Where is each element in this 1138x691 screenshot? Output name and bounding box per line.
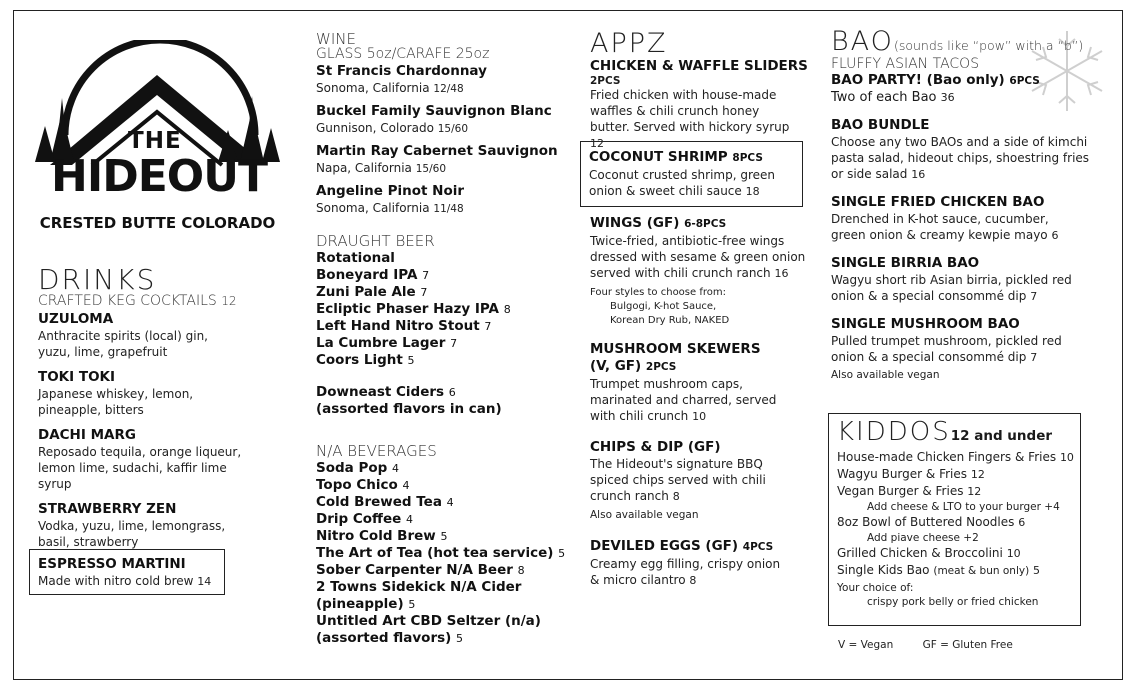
na-price: 5: [408, 598, 416, 611]
na-name: (assorted flavors): [316, 630, 452, 646]
wine-origin-text: Sonoma, California: [316, 201, 430, 215]
beer-price: 7: [484, 320, 492, 333]
beer-name: Ecliptic Phaser Hazy IPA: [316, 301, 499, 317]
appz-wings-price: 16: [774, 267, 789, 280]
kiddos-item-price: 6: [1018, 516, 1026, 529]
beer-price: 7: [422, 269, 430, 282]
na-name: Sober Carpenter N/A Beer: [316, 562, 513, 578]
appz-wings-pcs: 6-8PCS: [684, 218, 727, 230]
appz-wings-styles-1: Bulgogi, K-hot Sauce,: [610, 301, 717, 312]
bao-fried-price: 6: [1051, 229, 1059, 242]
kiddos-title-row: [837, 418, 1074, 446]
wine-name: Buckel Family Sauvignon Blanc: [316, 103, 552, 119]
na-section: [316, 444, 578, 647]
na-name: Cold Brewed Tea: [316, 494, 442, 510]
legend-gf: GF = Gluten Free: [922, 639, 1013, 651]
appz-wings-desc: [590, 233, 808, 282]
kiddos-item-extra: (meat & bun only): [933, 565, 1030, 577]
drink-item: [38, 427, 273, 492]
na-name: Nitro Cold Brew: [316, 528, 436, 544]
kiddos-item-price: 5: [1033, 564, 1041, 577]
beer-name: La Cumbre Lager: [316, 335, 446, 351]
wine-subtitle: GLASS 5oz/CARAFE 25oz: [316, 46, 490, 62]
kiddos-title: KIDDOS: [837, 417, 951, 447]
bao-bundle-desc: [831, 134, 1093, 183]
appz-mushroom-desc-text: Trumpet mushroom caps, marinated and charred, served with chili crunch: [590, 377, 777, 423]
kiddos-item: [837, 449, 1074, 466]
kiddos-item: [837, 545, 1074, 562]
kiddos-item-price: 12: [970, 468, 985, 481]
bao-birria-price: 7: [1030, 290, 1038, 303]
bao-mushroom-desc-text: Pulled trumpet mushroom, pickled red onion & a special consommé dip: [831, 334, 1062, 364]
drink-desc: Anthracite spirits (local) gin, yuzu, lime, grapefruit: [38, 329, 208, 359]
na-title: N/A BEVERAGES: [316, 442, 437, 460]
bao-bundle-desc-text: Choose any two BAOs and a side of kimchi pasta salad, hideout chips, shoestring fries or side salad: [831, 135, 1090, 181]
drinks-subtitle-price: 12: [221, 294, 237, 308]
kiddos-item-price: 10: [1006, 547, 1021, 560]
kiddos-item-name: Grilled Chicken & Broccolini: [837, 546, 1003, 560]
na-item: [316, 477, 578, 494]
na-item: [316, 511, 578, 528]
kiddos-item: [837, 562, 1074, 579]
beer-price: 7: [450, 337, 458, 350]
wine-item: [316, 143, 576, 176]
beer-item: [316, 318, 576, 335]
logo-hideout: HIDEOUT: [51, 151, 267, 202]
appz-shrimp-desc: [589, 167, 794, 200]
appz-wings-styles-2: Korean Dry Rub, NAKED: [610, 315, 730, 326]
bao-fried-desc-text: Drenched in K-hot sauce, cucumber, green onion & creamy kewpie mayo: [831, 212, 1049, 242]
appz-eggs: [590, 538, 808, 589]
bao-party-name: BAO PARTY! (Bao only): [831, 72, 1005, 88]
na-price: 4: [446, 496, 454, 509]
na-item: [316, 562, 578, 579]
appz-wings-title: [590, 215, 808, 233]
drinks-section: [38, 263, 273, 559]
beer-name: Left Hand Nitro Stout: [316, 318, 480, 334]
legend-vegan: V = Vegan: [838, 639, 894, 651]
beer-item: [316, 284, 576, 301]
kiddos-item-name: Single Kids Bao: [837, 563, 930, 577]
na-name: Soda Pop: [316, 460, 388, 476]
beer-price: 5: [407, 354, 415, 367]
beer-name: Coors Light: [316, 352, 403, 368]
logo-tagline: CRESTED BUTTE COLORADO: [39, 214, 276, 232]
appz-chicken-pcs: 2PCS: [590, 75, 621, 87]
drink-desc: Japanese whiskey, lemon, pineapple, bitters: [38, 387, 194, 417]
bao-subtitle: FLUFFY ASIAN TACOS: [831, 56, 980, 72]
kiddos-item: [837, 466, 1074, 483]
beer-name: Boneyard IPA: [316, 267, 418, 283]
na-item: Untitled Art CBD Seltzer (n/a): [316, 613, 541, 629]
appz-shrimp-desc-text: Coconut crusted shrimp, green onion & sweet chili sauce: [589, 168, 776, 198]
appz-mushroom-pcs: 2PCS: [645, 361, 677, 373]
na-item: [316, 545, 578, 562]
drinks-title: DRINKS: [38, 263, 157, 296]
bao-party-pcs: 6PCS: [1009, 75, 1040, 87]
appz-shrimp-price: 18: [745, 185, 760, 198]
beer-item: [316, 301, 576, 318]
na-item: 2 Towns Sidekick N/A Cider: [316, 579, 522, 595]
espresso-martini-box: [29, 549, 225, 595]
na-price: 4: [402, 479, 410, 492]
cider-note: (assorted flavors in can): [316, 401, 502, 417]
beer-name: Rotational: [316, 250, 395, 266]
drink-desc: Reposado tequila, orange liqueur, lemon lime, sudachi, kaffir lime syrup: [38, 445, 242, 491]
drink-item: [38, 369, 273, 418]
appz-chips-desc: [590, 456, 775, 505]
wine-price: 15/60: [415, 163, 447, 175]
draught-section: [316, 234, 576, 418]
drink-name: DACHI MARG: [38, 427, 136, 443]
appz-chicken-price: 12: [590, 137, 604, 150]
appz-eggs-desc-text: Creamy egg filling, crispy onion & micro cilantro: [590, 557, 781, 587]
appz-shrimp-pcs: 8PCS: [732, 152, 763, 164]
appz-shrimp-title: [589, 149, 794, 167]
appz-mushroom-name: MUSHROOM SKEWERS: [590, 341, 761, 357]
appz-shrimp-name: COCONUT SHRIMP: [589, 149, 728, 165]
appz-chips-price: 8: [672, 490, 680, 503]
na-price: 4: [392, 462, 400, 475]
bao-bundle-name: BAO BUNDLE: [831, 117, 930, 133]
appz-eggs-desc: [590, 556, 790, 589]
bao-section: [831, 28, 1106, 382]
kiddos-burger-addon: Add cheese & LTO to your burger +4: [867, 501, 1060, 513]
wine-origin: [316, 120, 576, 136]
drink-desc: Vodka, yuzu, lime, lemongrass, basil, strawberry: [38, 519, 226, 549]
wine-origin: [316, 200, 576, 216]
appz-wings-desc-text: Twice-fried, antibiotic-free wings dressed with sesame & green onion served with chili crunch ranch: [590, 234, 806, 280]
drink-name: STRAWBERRY ZEN: [38, 501, 177, 517]
na-item: [316, 460, 578, 477]
wine-section: [316, 32, 576, 216]
na-item: [316, 596, 578, 613]
appz-title: APPZ: [590, 28, 668, 59]
cider-name: Downeast Ciders: [316, 384, 445, 400]
wine-name: Martin Ray Cabernet Sauvignon: [316, 143, 558, 159]
beer-item: [316, 250, 576, 267]
wine-title: WINE: [316, 30, 356, 48]
beer-item: [316, 352, 576, 369]
appz-eggs-title: [590, 538, 808, 556]
kiddos-noodles-addon: Add piave cheese +2: [867, 532, 979, 544]
appz-eggs-pcs: 4PCS: [742, 541, 774, 553]
bao-party-price: 36: [940, 91, 955, 104]
bao-bundle-price: 16: [911, 168, 926, 181]
kiddos-choice-label: Your choice of:: [837, 582, 914, 594]
wine-item: [316, 183, 576, 216]
bao-title-note: (sounds like “pow” with a “b”): [893, 38, 1084, 53]
bao-mushroom-price: 7: [1030, 351, 1038, 364]
appz-mushroom-title2: [590, 358, 808, 376]
kiddos-item-name: 8oz Bowl of Buttered Noodles: [837, 515, 1015, 529]
wine-origin-text: Napa, California: [316, 161, 412, 175]
kiddos-box: [828, 413, 1081, 626]
appz-chips-name: CHIPS & DIP (GF): [590, 439, 721, 455]
appz-wings-name: WINGS (GF): [590, 215, 680, 231]
logo: [30, 40, 285, 240]
coconut-shrimp-box: [580, 141, 803, 207]
na-name: Drip Coffee: [316, 511, 402, 527]
na-name: (pineapple): [316, 596, 404, 612]
kiddos-item: [837, 514, 1074, 531]
kiddos-item-name: House-made Chicken Fingers & Fries: [837, 450, 1057, 464]
bao-birria-name: SINGLE BIRRIA BAO: [831, 255, 980, 271]
cider-price: 6: [448, 386, 456, 399]
drink-item: [38, 501, 273, 550]
kiddos-choice-value: crispy pork belly or fried chicken: [867, 596, 1039, 608]
logo-the: THE: [128, 128, 182, 154]
bao-birria-desc-text: Wagyu short rib Asian birria, pickled red onion & a special consommé dip: [831, 273, 1072, 303]
wine-price: 12/48: [433, 83, 464, 95]
kiddos-subtitle: 12 and under: [950, 428, 1053, 444]
appz-chips-desc-text: The Hideout's signature BBQ spiced chips served with chili crunch ranch: [590, 457, 766, 503]
wine-origin: [316, 160, 576, 176]
wine-name: St Francis Chardonnay: [316, 63, 487, 79]
na-price: 5: [456, 632, 464, 645]
na-price: 4: [406, 513, 413, 526]
bao-mushroom-note: Also available vegan: [831, 369, 940, 381]
bao-title-row: [831, 28, 1106, 56]
bao-party-desc: [831, 90, 1106, 105]
espresso-price: 14: [197, 575, 212, 588]
na-item: [316, 494, 578, 511]
appz-eggs-price: 8: [689, 574, 697, 587]
appz-chips-note: Also available vegan: [590, 509, 699, 521]
espresso-desc: [38, 573, 216, 590]
beer-price: 8: [503, 303, 511, 316]
na-name: The Art of Tea (hot tea service): [316, 545, 554, 561]
na-price: 5: [558, 547, 566, 560]
na-name: Topo Chico: [316, 477, 398, 493]
draught-title: DRAUGHT BEER: [316, 232, 435, 250]
wine-price: 15/60: [437, 123, 469, 135]
bao-party-desc-text: Two of each Bao: [831, 90, 937, 105]
espresso-name: ESPRESSO MARTINI: [38, 556, 186, 572]
wine-origin-text: Sonoma, California: [316, 81, 430, 95]
appz-chicken-name: CHICKEN & WAFFLE SLIDERS: [590, 58, 808, 74]
beer-item: [316, 267, 576, 284]
appz-chicken-desc-text: Fried chicken with house-made waffles & chili crunch honey butter. Served with hickory syrup: [590, 88, 790, 134]
appz-mushroom-name2: (V, GF): [590, 358, 642, 374]
appz-mushroom-desc: [590, 376, 780, 425]
beer-item: [316, 335, 576, 352]
wine-name: Angeline Pinot Noir: [316, 183, 465, 199]
wine-item: [316, 103, 576, 136]
drink-name: UZULOMA: [38, 311, 114, 327]
appz-chips: [590, 439, 808, 522]
na-price: 5: [440, 530, 448, 543]
bao-birria-desc: [831, 272, 1099, 305]
appz-mushroom-price: 10: [692, 410, 707, 423]
legend: [838, 638, 1078, 652]
bao-mushroom-desc: [831, 333, 1093, 366]
wine-origin-text: Gunnison, Colorado: [316, 121, 434, 135]
bao-mushroom-name: SINGLE MUSHROOM BAO: [831, 316, 1020, 332]
bao-title: BAO: [831, 26, 894, 57]
na-price: 8: [517, 564, 525, 577]
bao-fried-desc: [831, 211, 1086, 244]
appz-mushroom: [590, 341, 808, 425]
cider-item: [316, 384, 576, 401]
appz-eggs-name: DEVILED EGGS (GF): [590, 538, 739, 554]
bao-fried-name: SINGLE FRIED CHICKEN BAO: [831, 194, 1045, 210]
wine-item: [316, 63, 576, 96]
wine-origin: [316, 80, 576, 96]
espresso-desc-text: Made with nitro cold brew: [38, 574, 194, 588]
kiddos-item-name: Wagyu Burger & Fries: [837, 467, 968, 481]
kiddos-item: [837, 483, 1074, 500]
wine-price: 11/48: [433, 203, 464, 215]
beer-name: Zuni Pale Ale: [316, 284, 416, 300]
beer-price: 7: [420, 286, 428, 299]
bao-party-title: [831, 72, 1106, 90]
appz-wings-styles-label: Four styles to choose from:: [590, 287, 726, 298]
kiddos-item-price: 12: [967, 485, 982, 498]
kiddos-item-price: 10: [1059, 451, 1074, 464]
na-item: [316, 630, 578, 647]
drink-name: TOKI TOKI: [38, 369, 116, 385]
drinks-subtitle-text: CRAFTED KEG COCKTAILS: [38, 293, 217, 309]
kiddos-item-name: Vegan Burger & Fries: [837, 484, 964, 498]
drinks-subtitle: [38, 294, 273, 309]
na-item: [316, 528, 578, 545]
appz-section: [590, 30, 815, 152]
drink-item: [38, 311, 273, 360]
appz-wings: [590, 215, 808, 328]
